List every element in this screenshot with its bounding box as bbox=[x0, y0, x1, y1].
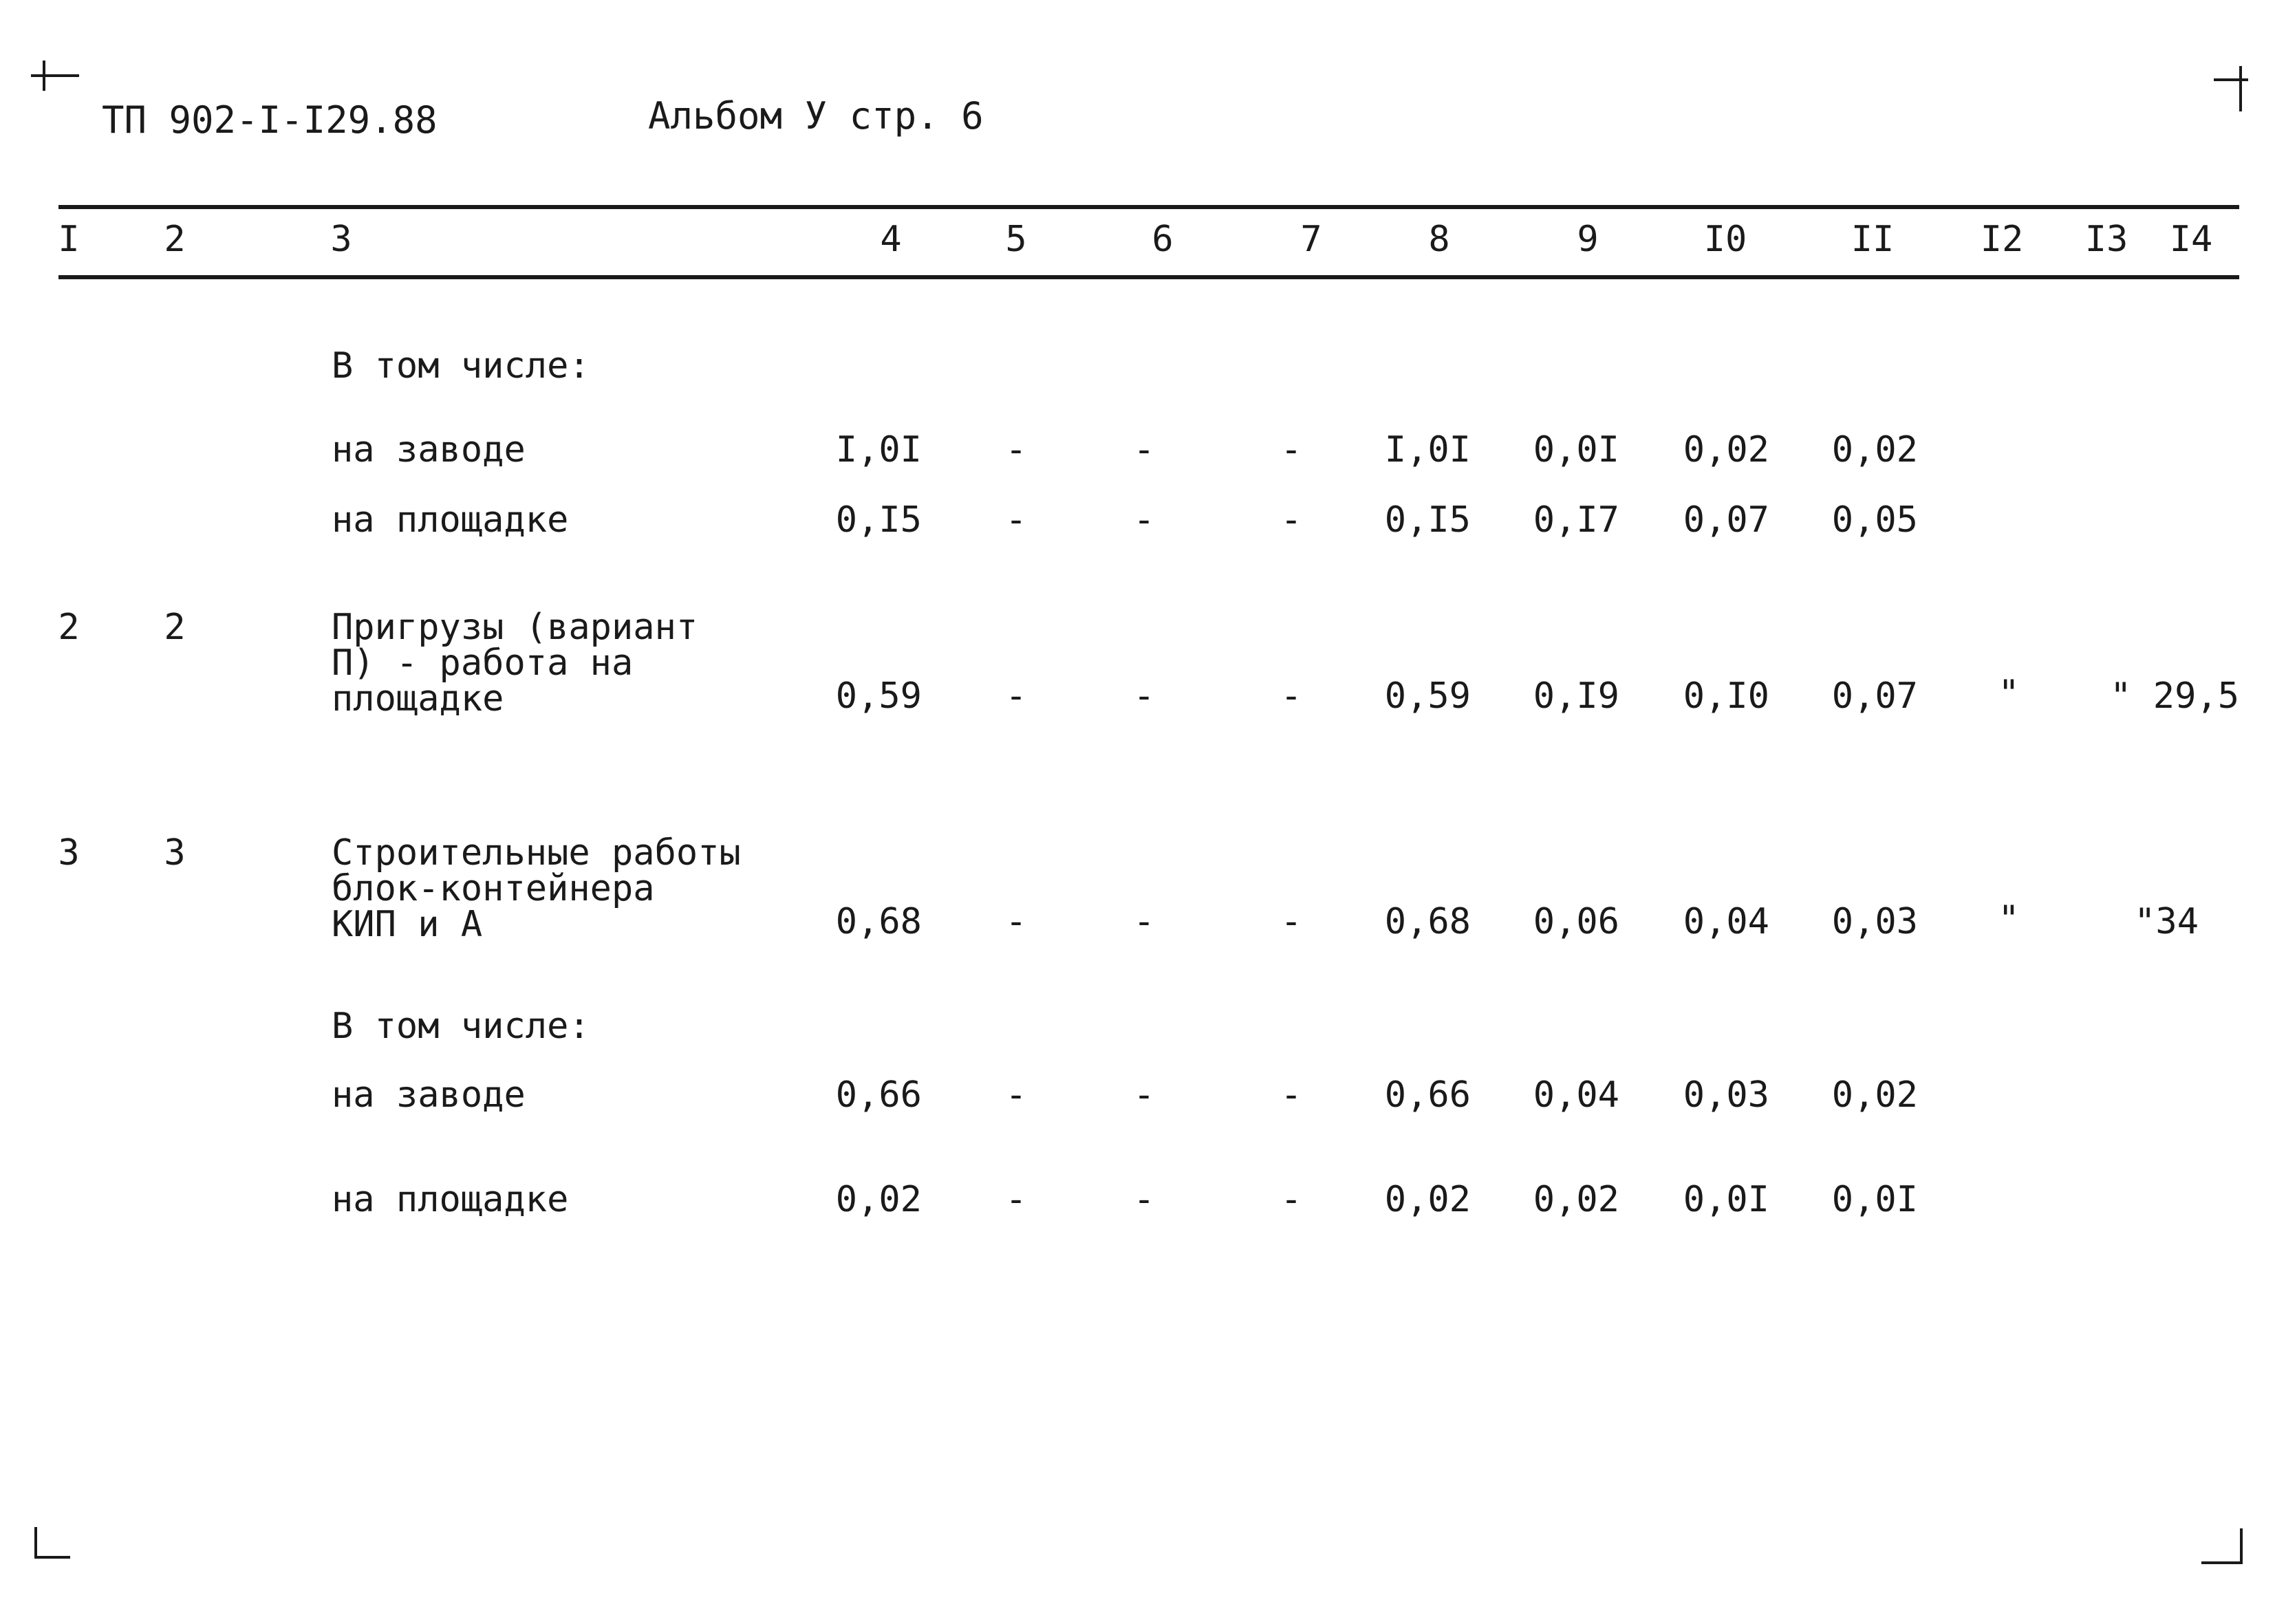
cell-col2: 2 bbox=[164, 607, 186, 648]
row-label: на площадке bbox=[332, 1179, 569, 1220]
cell-col5: - bbox=[1005, 429, 1027, 470]
row-label-line: Пригрузы (вариант bbox=[332, 607, 698, 648]
cell-col10: 0,07 bbox=[1683, 499, 1769, 541]
corner-mark-top-left bbox=[31, 74, 79, 77]
corner-mark-bottom-right-v bbox=[2240, 1528, 2243, 1564]
corner-mark-top-right bbox=[2214, 78, 2248, 81]
col-header-5: 5 bbox=[1005, 219, 1027, 260]
table-header-rule bbox=[58, 275, 2239, 279]
col-header-12: I2 bbox=[1980, 219, 2024, 260]
cell-col13-14: " 29,5 bbox=[2110, 675, 2239, 717]
corner-mark-bottom-left-v bbox=[34, 1527, 37, 1559]
cell-col9: 0,I7 bbox=[1533, 499, 1619, 541]
cell-col7: - bbox=[1280, 429, 1302, 470]
row-label: на площадке bbox=[332, 499, 569, 541]
cell-col8: I,0I bbox=[1384, 429, 1471, 470]
col-header-14: I4 bbox=[2169, 219, 2213, 260]
cell-col2: 3 bbox=[164, 832, 186, 874]
row-label: В том числе: bbox=[332, 1006, 590, 1047]
cell-col4: I,0I bbox=[835, 429, 922, 470]
cell-col5: - bbox=[1005, 675, 1027, 717]
cell-col4: 0,66 bbox=[835, 1074, 922, 1116]
col-header-1: I bbox=[58, 219, 80, 260]
cell-col6: - bbox=[1133, 1074, 1155, 1116]
cell-col10: 0,0I bbox=[1683, 1179, 1769, 1220]
cell-col8: 0,66 bbox=[1384, 1074, 1471, 1116]
cell-col12: " bbox=[1998, 673, 2020, 714]
cell-col10: 0,03 bbox=[1683, 1074, 1769, 1116]
cell-col11: 0,05 bbox=[1831, 499, 1918, 541]
cell-col6: - bbox=[1133, 1179, 1155, 1220]
cell-col7: - bbox=[1280, 499, 1302, 541]
col-header-10: I0 bbox=[1703, 219, 1747, 260]
cell-col5: - bbox=[1005, 1179, 1027, 1220]
cell-col9: 0,0I bbox=[1533, 429, 1619, 470]
cell-col10: 0,I0 bbox=[1683, 675, 1769, 717]
cell-col4: 0,02 bbox=[835, 1179, 922, 1220]
corner-mark-bottom-right bbox=[2201, 1561, 2243, 1564]
cell-col5: - bbox=[1005, 1074, 1027, 1116]
cell-col6: - bbox=[1133, 499, 1155, 541]
cell-col1: 2 bbox=[58, 607, 80, 648]
cell-col4: 0,59 bbox=[835, 675, 922, 717]
col-header-2: 2 bbox=[164, 219, 186, 260]
cell-col11: 0,02 bbox=[1831, 429, 1918, 470]
col-header-7: 7 bbox=[1300, 219, 1322, 260]
cell-col7: - bbox=[1280, 1179, 1302, 1220]
col-header-9: 9 bbox=[1577, 219, 1599, 260]
corner-mark-top-left-v bbox=[43, 61, 45, 91]
col-header-8: 8 bbox=[1428, 219, 1450, 260]
cell-col5: - bbox=[1005, 901, 1027, 942]
cell-col9: 0,04 bbox=[1533, 1074, 1619, 1116]
row-label-line: блок-контейнера bbox=[332, 868, 655, 909]
col-header-13: I3 bbox=[2084, 219, 2128, 260]
cell-col9: 0,02 bbox=[1533, 1179, 1619, 1220]
cell-col8: 0,59 bbox=[1384, 675, 1471, 717]
cell-col4: 0,68 bbox=[835, 901, 922, 942]
row-label-line: КИП и А bbox=[332, 904, 483, 945]
col-header-11: II bbox=[1851, 219, 1895, 260]
cell-col8: 0,02 bbox=[1384, 1179, 1471, 1220]
cell-col7: - bbox=[1280, 901, 1302, 942]
row-label-line: площадке bbox=[332, 678, 504, 719]
cell-col13-14: "34 bbox=[2134, 901, 2199, 942]
cell-col11: 0,03 bbox=[1831, 901, 1918, 942]
cell-col6: - bbox=[1133, 901, 1155, 942]
cell-col7: - bbox=[1280, 675, 1302, 717]
corner-mark-bottom-left bbox=[34, 1556, 70, 1559]
cell-col6: - bbox=[1133, 675, 1155, 717]
cell-col9: 0,06 bbox=[1533, 901, 1619, 942]
doc-code: ТП 902-I-I29.88 bbox=[102, 98, 438, 142]
cell-col12: " bbox=[1998, 898, 2020, 940]
col-header-6: 6 bbox=[1152, 219, 1174, 260]
row-label: В том числе: bbox=[332, 345, 590, 387]
cell-col6: - bbox=[1133, 429, 1155, 470]
album-page: Альбом У стр. 6 bbox=[648, 94, 984, 138]
cell-col8: 0,I5 bbox=[1384, 499, 1471, 541]
col-header-4: 4 bbox=[880, 219, 902, 260]
cell-col1: 3 bbox=[58, 832, 80, 874]
row-label-line: П) - работа на bbox=[332, 642, 634, 684]
cell-col9: 0,I9 bbox=[1533, 675, 1619, 717]
row-label: на заводе bbox=[332, 1074, 526, 1116]
cell-col8: 0,68 bbox=[1384, 901, 1471, 942]
cell-col7: - bbox=[1280, 1074, 1302, 1116]
cell-col11: 0,02 bbox=[1831, 1074, 1918, 1116]
cell-col10: 0,04 bbox=[1683, 901, 1769, 942]
cell-col10: 0,02 bbox=[1683, 429, 1769, 470]
col-header-3: 3 bbox=[330, 219, 352, 260]
cell-col11: 0,0I bbox=[1831, 1179, 1918, 1220]
cell-col11: 0,07 bbox=[1831, 675, 1918, 717]
corner-mark-top-right-v bbox=[2239, 66, 2242, 111]
row-label-line: Строительные работы bbox=[332, 832, 741, 874]
row-label: на заводе bbox=[332, 429, 526, 470]
table-top-rule bbox=[58, 205, 2239, 209]
cell-col5: - bbox=[1005, 499, 1027, 541]
cell-col4: 0,I5 bbox=[835, 499, 922, 541]
